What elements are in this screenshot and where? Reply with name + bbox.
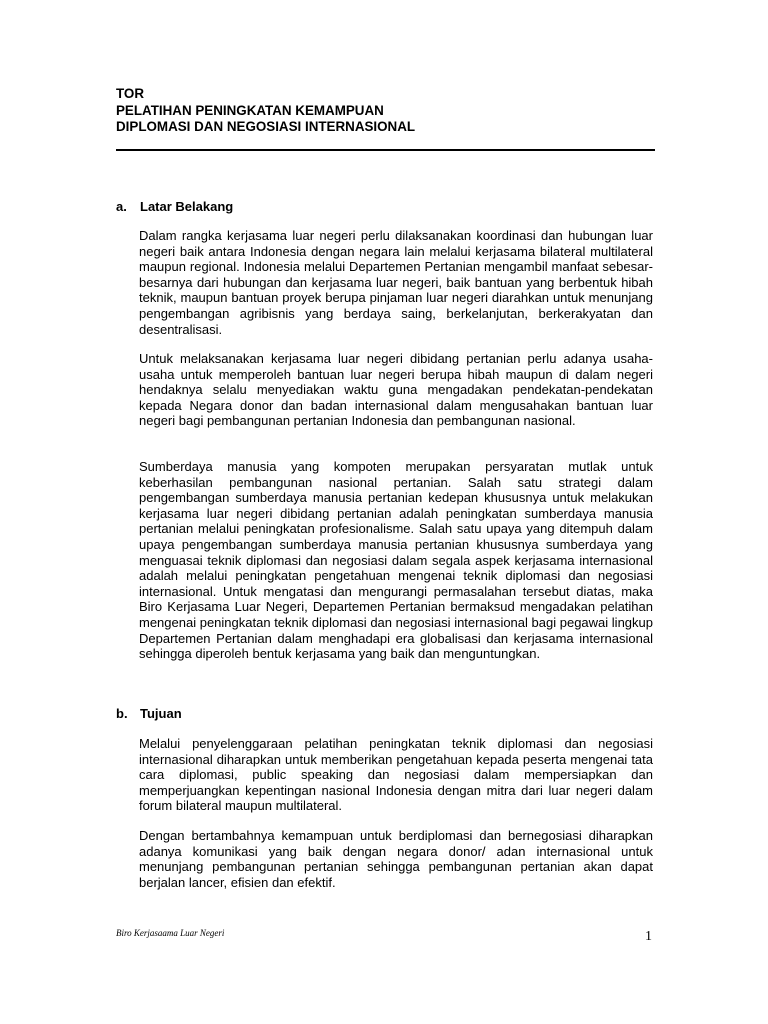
title-line-3: DIPLOMASI DAN NEGOSIASI INTERNASIONAL	[116, 119, 416, 134]
page-number: 1	[645, 929, 652, 944]
footer-organization: Biro Kerjasaama Luar Negeri	[116, 928, 225, 938]
section-letter: b.	[116, 706, 128, 721]
section-title: Latar Belakang	[140, 199, 234, 214]
section-heading-tujuan	[116, 706, 182, 722]
section-heading-latar-belakang	[116, 199, 233, 215]
section-letter: a.	[116, 199, 127, 214]
paragraph: Dalam rangka kerjasama luar negeri perlu dilaksanakan koordinasi dan hubungan luar negeri baik antara Indonesia dengan negara lain melalui kerjasama bilateral multilateral maupun regional. Indonesia melalui Departemen Pertanian mengambil manfaat sebesar-besarnya dari hubungan dan kerjasama luar negeri, baik bantuan yang berbentuk hibah teknik, maupun bantuan proyek berupa pinjaman luar negeri diarahkan untuk menunjang pengembangan agribisnis yang berdaya saing, berkelanjutan, berkerakyatan dan desentralisasi.	[139, 228, 653, 337]
section-title: Tujuan	[140, 706, 182, 721]
paragraph: Sumberdaya manusia yang kompoten merupakan persyaratan mutlak untuk keberhasilan pembangunan nasional pertanian. Salah satu strategi dalam pengembangan sumberdaya manusia pertanian kedepan khususnya untuk melakukan kerjasama luar negeri dibidang pertanian adalah peningkatan sumberdaya manusia pertanian melalui peningkatan profesionalisme. Salah satu upaya yang ditempuh dalam upaya pengembangan sumberdaya manusia pertanian khususnya sumberdaya yang menguasai teknik diplomasi dan negosiasi dalam segala aspek kerjasama internasional adalah melalui peningkatan pengetahuan mengenai teknik diplomasi dan negosiasi internasional. Untuk mengatasi dan mengurangi permasalahan tersebut diatas, maka Biro Kerjasama Luar Negeri, Departemen Pertanian bermaksud mengadakan pelatihan mengenai peningkatan teknik diplomasi dan negosiasi internasional bagi pegawai lingkup Departemen Pertanian dalam menghadapi era globalisasi dan kerjasama internasional sehingga diperoleh bentuk kerjasama yang baik dan menguntungkan.	[139, 459, 653, 662]
document-title	[116, 86, 415, 136]
paragraph: Melalui penyelenggaraan pelatihan peningkatan teknik diplomasi dan negosiasi internasional diharapkan untuk memberikan pengetahuan kepada peserta mengenai tata cara diplomasi, public speaking dan negosiasi dalam mempersiapkan dan memperjuangkan kepentingan nasional Indonesia dengan mitra dari luar negeri dalam forum bilateral maupun multilateral.	[139, 736, 653, 814]
title-divider	[116, 149, 655, 151]
paragraph: Untuk melaksanakan kerjasama luar negeri dibidang pertanian perlu adanya usaha-usaha untuk memperoleh bantuan luar negeri berupa hibah maupun di dalam negeri hendaknya selalu menyediakan waktu guna mengadakan pendekatan-pendekatan kepada Negara donor dan badan internasional dalam mengusahakan bantuan luar negeri bagi pembangunan pertanian Indonesia dan pembangunan nasional.	[139, 351, 653, 429]
title-line-2: PELATIHAN PENINGKATAN KEMAMPUAN	[116, 102, 384, 118]
paragraph: Dengan bertambahnya kemampuan untuk berdiplomasi dan bernegosiasi diharapkan adanya komunikasi yang baik dengan negara donor/ adan internasional untuk menunjang pembangunan pertanian sehingga pembangunan pertanian akan dapat berjalan lancer, efisien dan efektif.	[139, 828, 653, 890]
title-line-1: TOR	[116, 86, 145, 101]
